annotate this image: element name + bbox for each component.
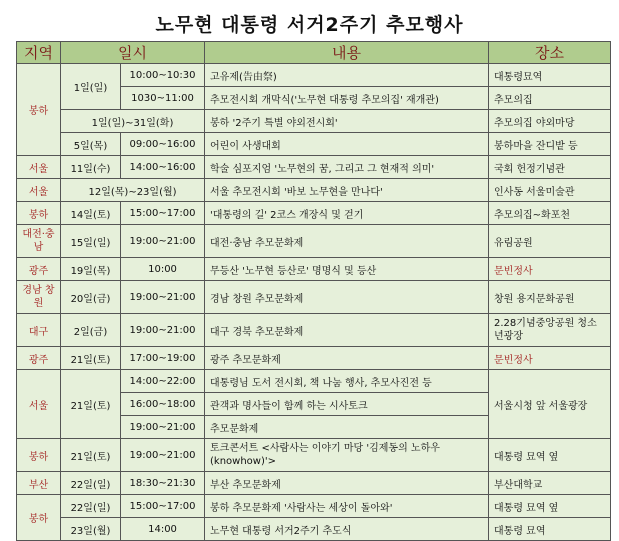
- region-cell: 서울: [17, 370, 61, 439]
- content-cell: 어린이 사생대회: [205, 133, 489, 156]
- time-cell: 19:00~21:00: [121, 225, 205, 258]
- table-header-row: [17, 42, 611, 64]
- header-place: 장소: [489, 42, 611, 64]
- page-title: 노무현 대통령 서거2주기 추모행사: [155, 14, 464, 36]
- content-cell: 서울 추모전시회 '바보 노무현을 만나다': [205, 179, 489, 202]
- content-cell: 부산 추모문화제: [205, 472, 489, 495]
- region-cell: 봉하: [17, 64, 61, 156]
- date-cell: 19일(목): [61, 258, 121, 281]
- content-cell: 관객과 명사들이 함께 하는 시사토크: [205, 393, 489, 416]
- time-cell: 18:30~21:30: [121, 472, 205, 495]
- date-cell: 12일(목)~23일(월): [61, 179, 205, 202]
- content-cell: 학술 심포지엄 '노무현의 꿈, 그리고 그 현재적 의미': [205, 156, 489, 179]
- time-cell: 14:00~16:00: [121, 156, 205, 179]
- place-cell: 대통령 묘역 옆: [489, 439, 611, 472]
- place-cell: 대통령 묘역: [489, 518, 611, 541]
- place-cell: 봉하마을 잔디밭 등: [489, 133, 611, 156]
- table-row: [17, 202, 611, 225]
- region-cell: 서울: [17, 179, 61, 202]
- date-cell: 23일(월): [61, 518, 121, 541]
- time-cell: 14:00: [121, 518, 205, 541]
- date-cell: 22일(일): [61, 495, 121, 518]
- content-cell: 봉하 추모문화제 '사람사는 세상이 돌아와': [205, 495, 489, 518]
- time-cell: 19:00~21:00: [121, 416, 205, 439]
- content-cell: 봉하 '2주기 특별 야외전시회': [205, 110, 489, 133]
- time-cell: 10:00~10:30: [121, 64, 205, 87]
- region-cell: 대구: [17, 314, 61, 347]
- table-row: [17, 370, 611, 393]
- table-row: [17, 439, 611, 472]
- date-cell: 15일(일): [61, 225, 121, 258]
- region-cell: 봉하: [17, 495, 61, 541]
- region-cell: 봉하: [17, 439, 61, 472]
- content-cell: '대통령의 길' 2코스 개장식 및 걷기: [205, 202, 489, 225]
- place-cell: 추모의집 야외마당: [489, 110, 611, 133]
- region-cell: 광주: [17, 258, 61, 281]
- date-cell: 21일(토): [61, 347, 121, 370]
- content-cell: 광주 추모문화제: [205, 347, 489, 370]
- time-cell: 16:00~18:00: [121, 393, 205, 416]
- date-cell: 14일(토): [61, 202, 121, 225]
- table-row: [17, 110, 611, 133]
- time-cell: 14:00~22:00: [121, 370, 205, 393]
- table-row: [17, 179, 611, 202]
- time-cell: 17:00~19:00: [121, 347, 205, 370]
- header-datetime: 일시: [61, 42, 205, 64]
- place-cell: 추모의집~화포천: [489, 202, 611, 225]
- place-cell: 2.28기념중앙공원 청소년광장: [489, 314, 611, 347]
- place-cell: 유림공원: [489, 225, 611, 258]
- time-cell: 19:00~21:00: [121, 439, 205, 472]
- table-row: [17, 518, 611, 541]
- date-cell: 22일(일): [61, 472, 121, 495]
- table-row: [17, 156, 611, 179]
- time-cell: 19:00~21:00: [121, 314, 205, 347]
- place-cell: 대통령 묘역 옆: [489, 495, 611, 518]
- content-cell: 대구 경북 추모문화제: [205, 314, 489, 347]
- place-cell: 인사동 서울미술관: [489, 179, 611, 202]
- table-row: [17, 495, 611, 518]
- region-cell: 서울: [17, 156, 61, 179]
- date-cell: 1일(일)~31일(화): [61, 110, 205, 133]
- place-cell: 추모의집: [489, 87, 611, 110]
- date-cell: 1일(일): [61, 64, 121, 110]
- table-row: [17, 64, 611, 87]
- time-cell: 10:00: [121, 258, 205, 281]
- region-cell: 부산: [17, 472, 61, 495]
- date-cell: 11일(수): [61, 156, 121, 179]
- date-cell: 21일(토): [61, 370, 121, 439]
- place-cell: 창원 용지문화공원: [489, 281, 611, 314]
- content-cell: 토크콘서트 <사람사는 이야기 마당 '김제동의 노하우(knowhow)'>: [205, 439, 489, 472]
- region-cell: 대전·충남: [17, 225, 61, 258]
- date-cell: 5일(목): [61, 133, 121, 156]
- place-cell: 문빈정사: [489, 258, 611, 281]
- content-cell: 대전·충남 추모문화제: [205, 225, 489, 258]
- time-cell: 19:00~21:00: [121, 281, 205, 314]
- time-cell: 15:00~17:00: [121, 495, 205, 518]
- table-row: [17, 225, 611, 258]
- region-cell: 경남 창원: [17, 281, 61, 314]
- time-cell: 09:00~16:00: [121, 133, 205, 156]
- table-row: [17, 133, 611, 156]
- content-cell: 추모전시회 개막식('노무현 대통령 추모의집' 재개관): [205, 87, 489, 110]
- place-cell: 부산대학교: [489, 472, 611, 495]
- region-cell: 광주: [17, 347, 61, 370]
- place-cell: 대통령묘역: [489, 64, 611, 87]
- table-row: [17, 472, 611, 495]
- place-cell: 서울시청 앞 서울광장: [489, 370, 611, 439]
- content-cell: 고유제(告由祭): [205, 64, 489, 87]
- table-row: [17, 347, 611, 370]
- date-cell: 2일(금): [61, 314, 121, 347]
- time-cell: 1030~11:00: [121, 87, 205, 110]
- content-cell: 무등산 '노무현 등산로' 명명식 및 등산: [205, 258, 489, 281]
- time-cell: 15:00~17:00: [121, 202, 205, 225]
- table-row: [17, 281, 611, 314]
- header-content: 내용: [205, 42, 489, 64]
- region-cell: 봉하: [17, 202, 61, 225]
- date-cell: 20일(금): [61, 281, 121, 314]
- schedule-table: [16, 41, 611, 541]
- table-row: [17, 314, 611, 347]
- content-cell: 노무현 대통령 서거2주기 추도식: [205, 518, 489, 541]
- place-cell: 문빈정사: [489, 347, 611, 370]
- table-row: [17, 258, 611, 281]
- place-cell: 국회 헌정기념관: [489, 156, 611, 179]
- content-cell: 경남 창원 추모문화제: [205, 281, 489, 314]
- content-cell: 추모문화제: [205, 416, 489, 439]
- content-cell: 대통령님 도서 전시회, 책 나눔 행사, 추모사진전 등: [205, 370, 489, 393]
- header-region: 지역: [17, 42, 61, 64]
- date-cell: 21일(토): [61, 439, 121, 472]
